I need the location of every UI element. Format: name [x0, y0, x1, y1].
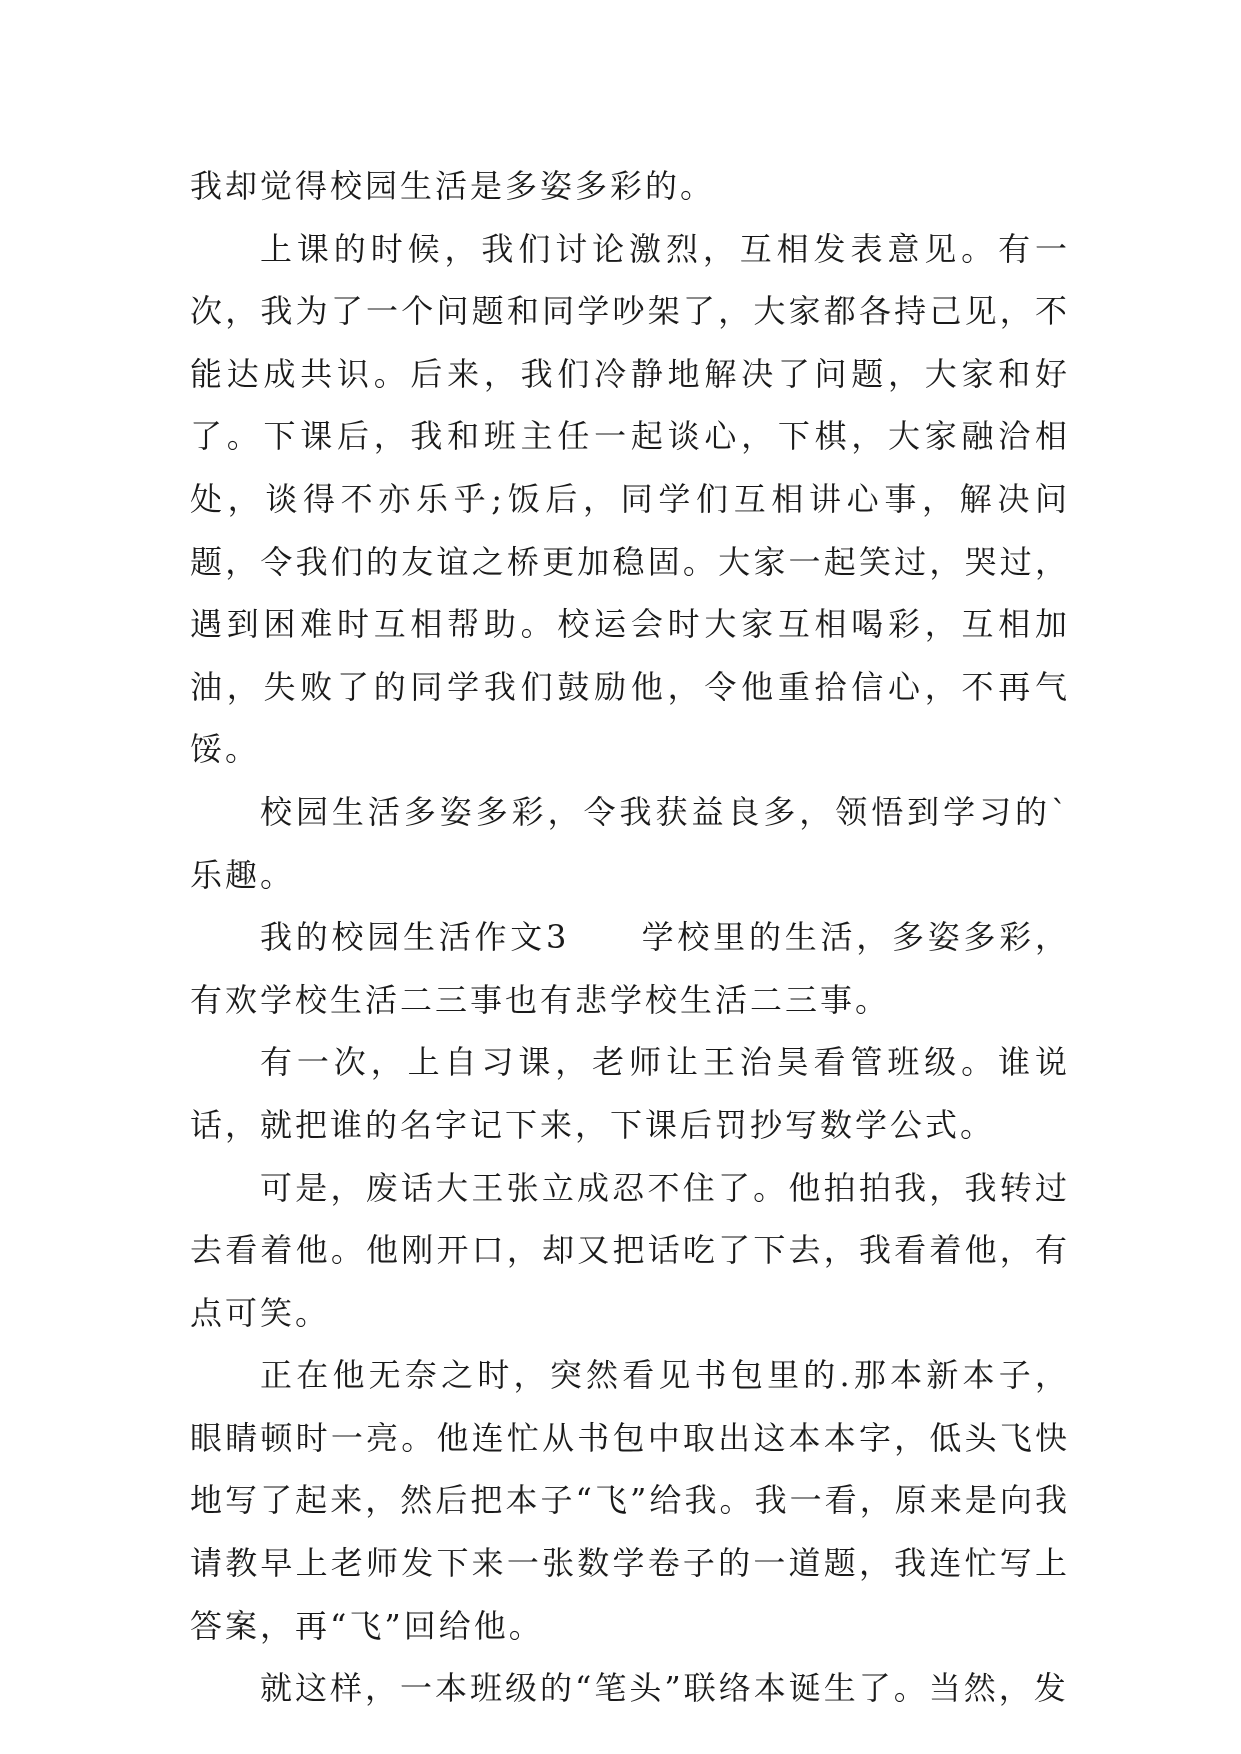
paragraph-1: 我却觉得校园生活是多姿多彩的。	[190, 167, 716, 205]
paragraph-3: 校园生活多姿多彩，令我获益良多，领悟到学习的`乐趣。	[190, 792, 1070, 894]
paragraph-4: 我的校园生活作文3 学校里的生活，多姿多彩，有欢学校生活二三事也有悲学校生活二三事。	[190, 918, 1070, 1019]
essay-text-block	[190, 155, 1070, 1720]
paragraph-8: 就这样，一本班级的“笔头”联络本诞生了。当然，发	[260, 1669, 1069, 1708]
paragraph-6: 可是，废话大王张立成忍不住了。他拍拍我，我转过去看着他。他刚开口，却又把话吃了下去，我看着他，有点可笑。	[190, 1168, 1070, 1332]
paragraph-5: 有一次，上自习课，老师让王治昊看管班级。谁说话，就把谁的名字记下来，下课后罚抄写数学公式。	[190, 1043, 1070, 1144]
paragraph-2: 上课的时候，我们讨论激烈，互相发表意见。有一次，我为了一个问题和同学吵架了，大家都各持己见，不能达成共识。后来，我们冷静地解决了问题，大家和好了。下课后，我和班主任一起谈心，下棋，大家融洽相处，谈得不亦乐乎;饭后，同学们互相讲心事，解决问题，令我们的友谊之桥更加稳固。大家一起笑过，哭过，遇到困难时互相帮助。校运会时大家互相喝彩，互相加油，失败了的同学我们鼓励他，令他重拾信心，不再气馁。	[190, 229, 1070, 769]
paragraph-7: 正在他无奈之时，突然看见书包里的.那本新本子，眼睛顿时一亮。他连忙从书包中取出这本本字，低头飞快地写了起来，然后把本子“飞”给我。我一看，原来是向我请教早上老师发下来一张数学卷子的一道题，我连忙写上答案，再“飞”回给他。	[190, 1356, 1070, 1645]
